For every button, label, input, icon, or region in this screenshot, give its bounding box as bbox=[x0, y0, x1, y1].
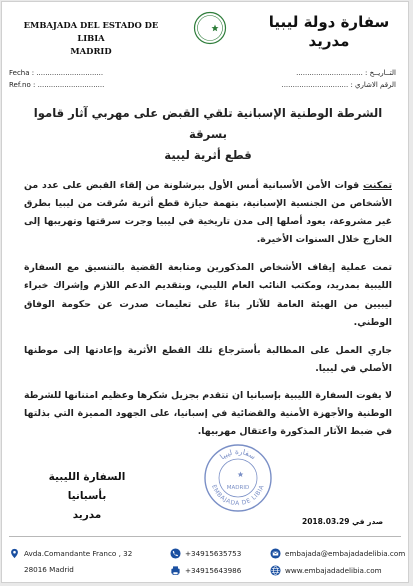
signature-line-2: مدريد bbox=[72, 509, 102, 521]
paragraph-1-lead: تمكنت bbox=[362, 180, 392, 191]
header-arabic bbox=[264, 13, 394, 51]
footer-email-text[interactable]: embajada@embajadadelibia.com bbox=[285, 548, 406, 558]
footer-phone-text: +34915635753 bbox=[185, 548, 242, 558]
header-embassy-name-es: EMBAJADA DEL ESTADO DE LIBIA bbox=[23, 20, 159, 43]
meta-fields-ar bbox=[281, 67, 396, 91]
libya-emblem-icon bbox=[193, 11, 227, 45]
fecha-field: Fecha : .............................. bbox=[9, 69, 104, 77]
paragraph-1 bbox=[24, 177, 392, 249]
signature-block bbox=[32, 468, 142, 525]
embassy-seal-icon bbox=[202, 442, 274, 514]
paragraph-1-text: قوات الأمن الأسبانية أمس الأول ببرشلونة من إلقاء القبض على عدد من الأشخاص من الجنسية الإسبانية، بتهمة حيازة قطع أثرية سُرقت من ليبيا بطرق غير مشروعة، يعود أصلها إلى مدن تاريخية في ليبيا وجرت سرقتها وتهريبها إلى الخارج خلال السنوات الأخيرة. bbox=[24, 180, 392, 246]
paragraph-3: جاري العمل على المطالبة بأسترجاع تلك القطع الأثرية وإعادتها إلى موطنها الأصلي في ليبيا. bbox=[24, 344, 392, 374]
title-line-2: قطع أثرية ليبية bbox=[164, 148, 252, 162]
footer-email bbox=[270, 548, 405, 559]
header-embassy-name-ar: سفارة دولة ليبيا bbox=[268, 13, 390, 31]
ref-field-ar: الرقم الاشاري : .............................. bbox=[281, 81, 396, 89]
location-icon bbox=[9, 548, 20, 559]
header-city-ar: مدريد bbox=[308, 32, 350, 50]
footer-phone bbox=[170, 548, 241, 559]
phone-icon bbox=[170, 548, 181, 559]
footer-address bbox=[9, 548, 132, 559]
seal-bottom-text: EMBAJADA DE LIBIA bbox=[210, 483, 266, 508]
footer-website bbox=[270, 565, 382, 576]
footer-website-text[interactable]: www.embajadadelibia.com bbox=[285, 565, 382, 575]
header-city-es: MADRID bbox=[70, 46, 112, 56]
issue-date: 2018.03.29 صدر في bbox=[302, 517, 384, 526]
title-line-1: الشرطة الوطنية الإسبانية تلقي القبض على مهربي آثار قاموا بسرقة bbox=[33, 106, 383, 141]
header-spanish bbox=[16, 19, 166, 58]
paragraph-2: تمت عملية إيقاف الأشخاص المذكورين ومتابعة القضية بالتنسيق مع السفارة الليبية بمدريد، ومكتب النائب العام الليبي، وبتقديم الدعم اللازم وإشراك خبراء ليبيين من الهيئة العامة للآثار بناءً على تعليمات صدرت عن حكومة الوفاق الوطني. bbox=[24, 262, 392, 328]
footer-city-text: 28016 Madrid bbox=[24, 565, 74, 574]
letter-title bbox=[24, 103, 392, 166]
letter-body bbox=[24, 103, 392, 441]
footer-address-text: Avda.Comandante Franco , 32 bbox=[24, 548, 133, 558]
footer-city bbox=[24, 565, 74, 575]
signature-line-1: السفارة الليبية بأسبانيا bbox=[48, 471, 126, 502]
seal-top-text: سفارة ليبيا bbox=[218, 446, 258, 462]
globe-icon bbox=[270, 565, 281, 576]
paragraph-4: لا يفوت السفارة الليبية بإسبانيا ان تتقدم بجزيل شكرها وعظيم امتنانها للشرطة الوطنية والأجهزة الأمنية والقضائية في إسبانيا، على الجهود المميزة التي بذلتها في ضبط الآثار المذكورة واعتقال مهربيها. bbox=[24, 389, 392, 438]
footer-divider bbox=[9, 536, 401, 537]
fax-icon bbox=[170, 565, 181, 576]
meta-fields-es bbox=[9, 67, 104, 91]
seal-city-text: MADRID bbox=[226, 485, 250, 491]
footer-fax bbox=[170, 565, 241, 576]
date-field-ar: التــاريــخ : .............................. bbox=[296, 69, 396, 77]
email-icon bbox=[270, 548, 281, 559]
letter-page bbox=[1, 1, 409, 583]
ref-field: Ref.no : .............................. bbox=[9, 81, 105, 89]
footer-fax-text: +34915643986 bbox=[185, 565, 242, 575]
